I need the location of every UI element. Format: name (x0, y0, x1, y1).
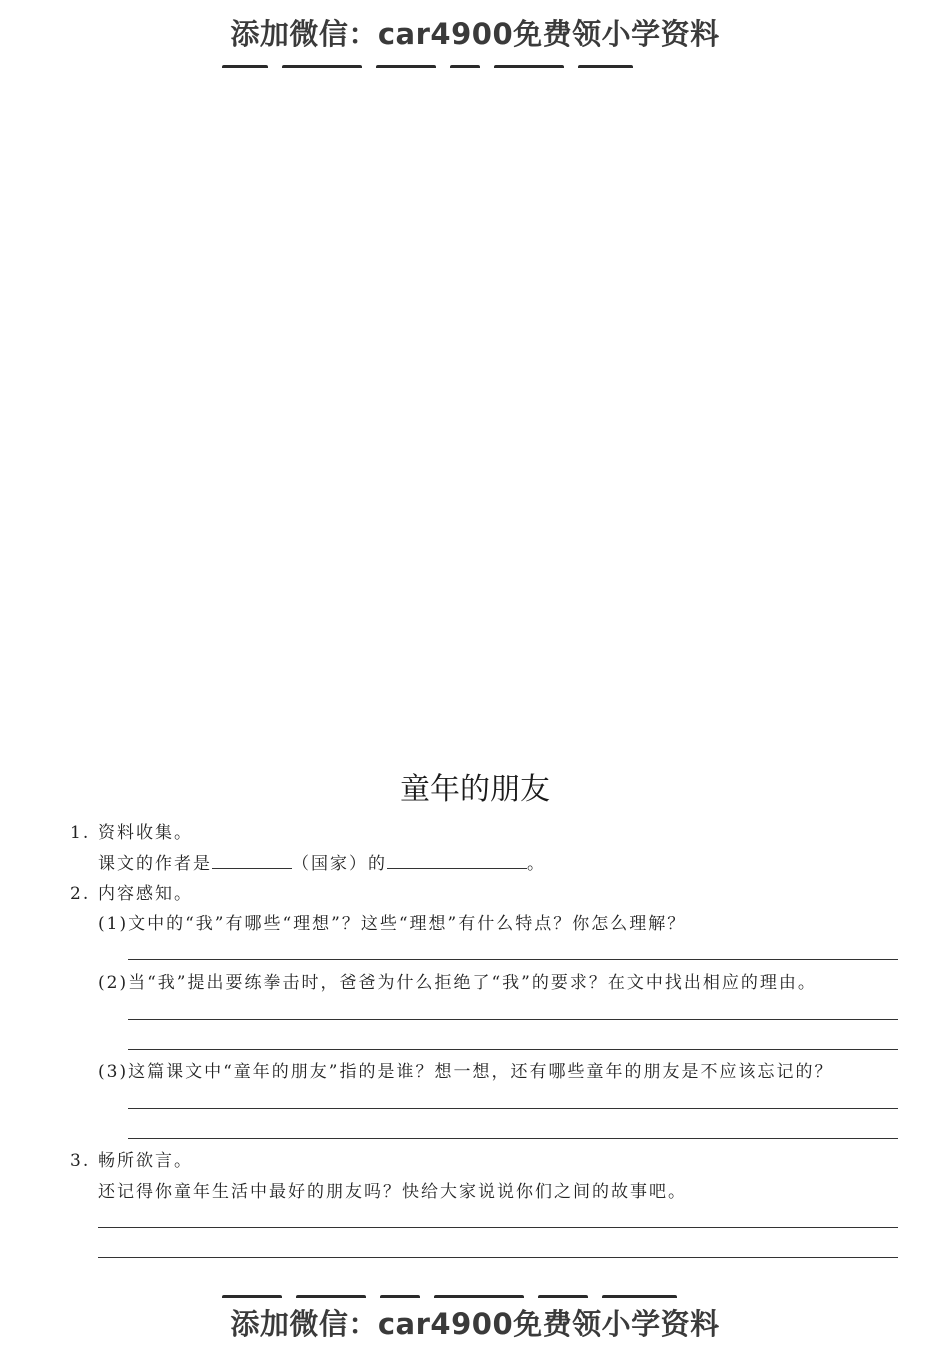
section-1-number: 1. (70, 823, 91, 843)
section-3-prompt: 还记得你童年生活中最好的朋友吗？快给大家说说你们之间的故事吧。 (98, 1182, 687, 1202)
author-mid: （国家）的 (292, 854, 387, 874)
answer-line-2-1[interactable] (128, 959, 898, 960)
answer-line-2-2b[interactable] (128, 1049, 898, 1050)
worksheet-title: 童年的朋友 (400, 772, 550, 807)
question-2-2: (2)当“我”提出要练拳击时，爸爸为什么拒绝了“我”的要求？在文中找出相应的理由。 (98, 973, 817, 993)
answer-line-3a[interactable] (98, 1227, 898, 1228)
answer-line-2-2a[interactable] (128, 1019, 898, 1020)
cropped-text-strip-top (222, 58, 732, 68)
section-3-number: 3. (70, 1151, 91, 1171)
section-2-number: 2. (70, 884, 91, 904)
section-1-heading (70, 818, 193, 843)
answer-line-2-3b[interactable] (128, 1138, 898, 1139)
answer-line-3b[interactable] (98, 1257, 898, 1258)
section-3-heading (70, 1146, 193, 1171)
author-name-blank[interactable] (387, 852, 527, 869)
question-2-3: (3)这篇课文中“童年的朋友”指的是谁？想一想，还有哪些童年的朋友是不应该忘记的？ (98, 1062, 834, 1082)
author-prefix: 课文的作者是 (98, 854, 212, 874)
author-end: 。 (527, 854, 546, 874)
section-2-heading (70, 879, 193, 904)
section-1-title: 资料收集。 (98, 823, 193, 843)
section-2-title: 内容感知。 (98, 884, 193, 904)
cropped-text-strip-bottom (222, 1288, 732, 1298)
country-blank[interactable] (212, 852, 292, 869)
answer-line-2-3a[interactable] (128, 1108, 898, 1109)
watermark-top: 添加微信：car4900免费领小学资料 (230, 17, 720, 51)
author-fill-line (98, 849, 546, 874)
section-3-title: 畅所欲言。 (98, 1151, 193, 1171)
watermark-bottom: 添加微信：car4900免费领小学资料 (230, 1307, 720, 1341)
question-2-1: (1)文中的“我”有哪些“理想”？这些“理想”有什么特点？你怎么理解？ (98, 914, 687, 934)
